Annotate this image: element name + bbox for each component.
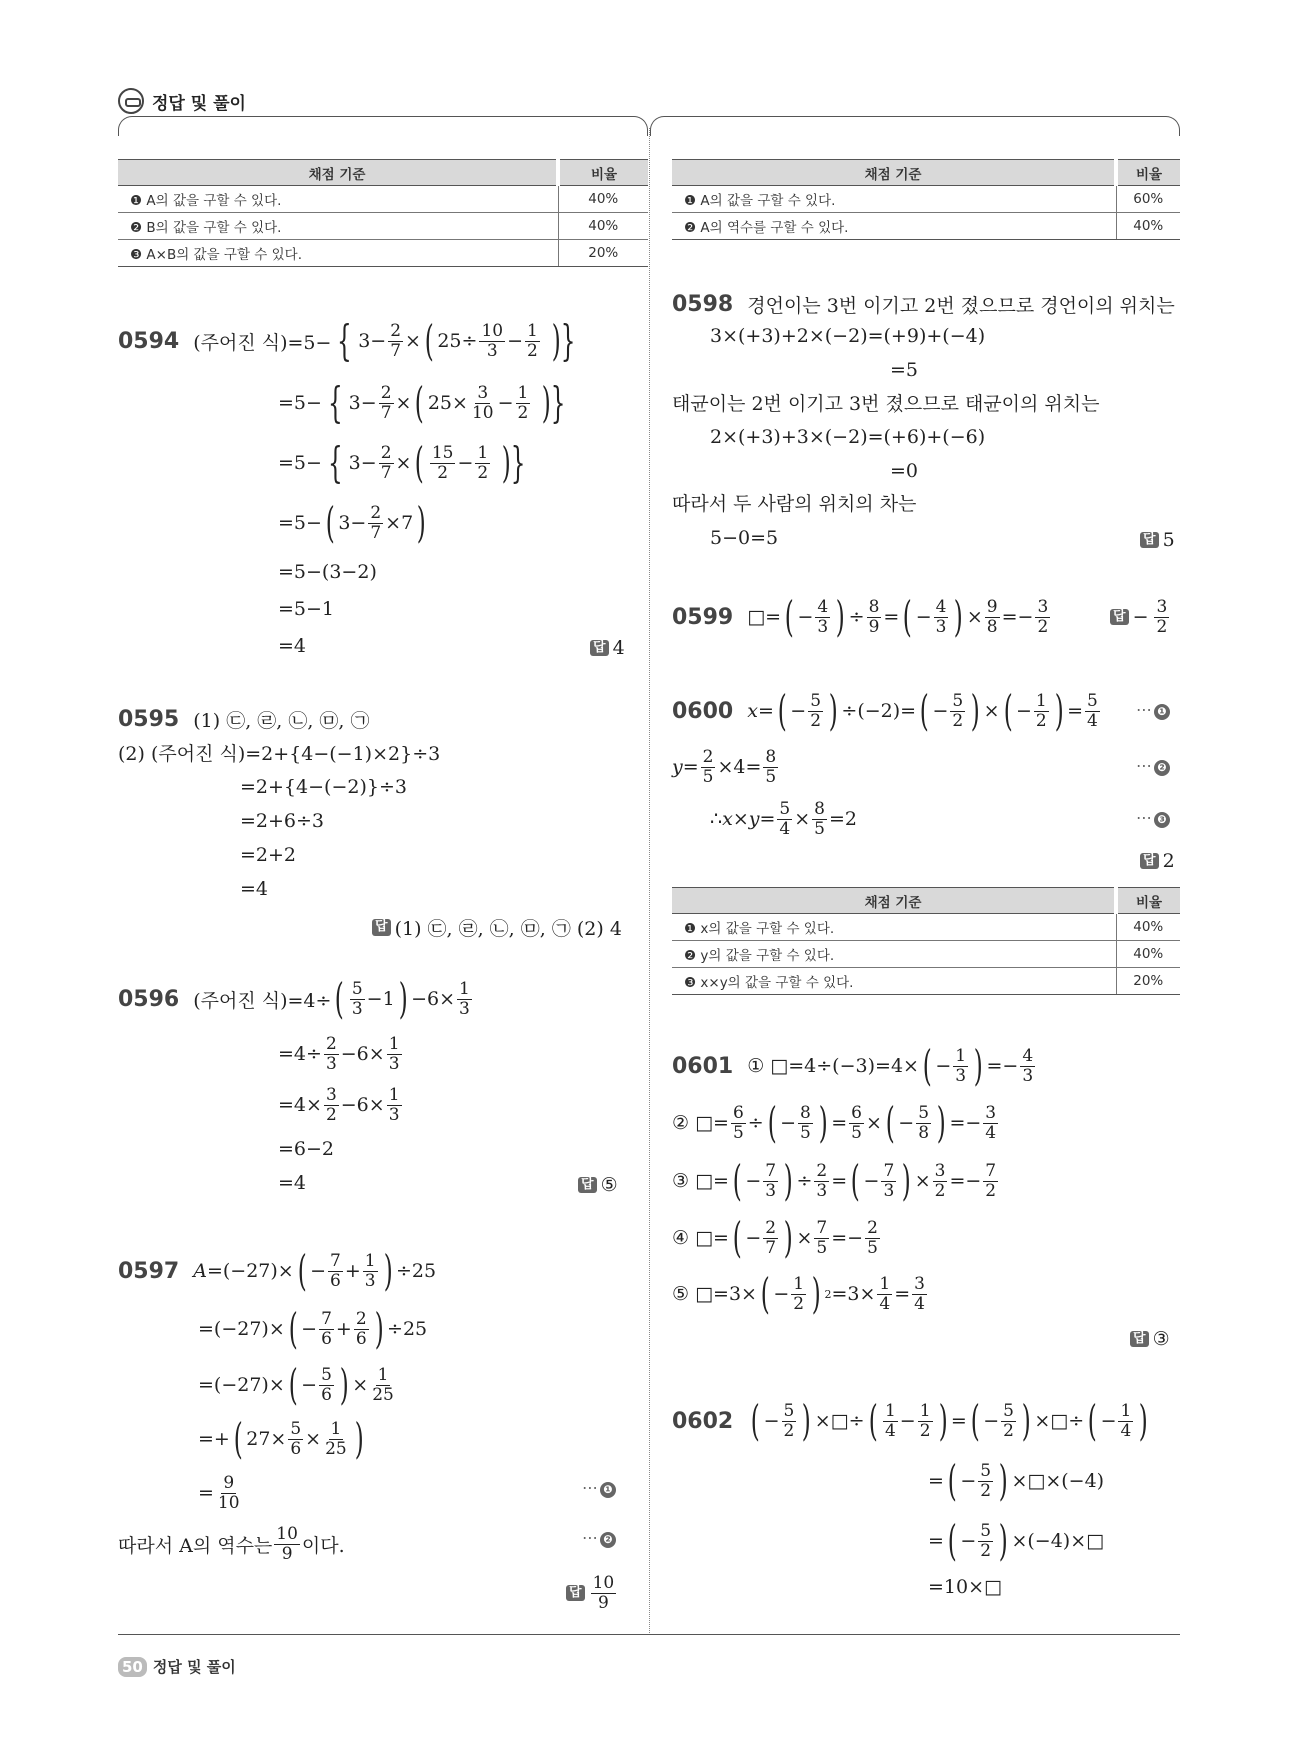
table-row: ❶ x의 값을 구할 수 있다. 40% <box>672 914 1180 941</box>
answer-0597: 답 10 9 <box>566 1574 618 1612</box>
problem-0598-line6: =0 <box>890 460 919 482</box>
problem-0595-line2: (2) (주어진 식)=2+{4−(−1)×2}÷3 <box>118 743 441 765</box>
problem-0597-line1: 0597 A =(−27)× ( − 7 6 + 1 3 ) ÷25 <box>118 1246 437 1295</box>
problem-0594-line2: =5− { 3− 2 7 × ( 25× 3 10 − 1 2 )} <box>278 378 566 427</box>
answer-icon: 답 <box>578 1177 597 1193</box>
problem-0600-line3: ∴ x × y = 5 4 × 8 5 =2 <box>710 799 857 839</box>
table-row: ❸ A×B의 값을 구할 수 있다. 20% <box>118 240 648 267</box>
problem-0602-line1: 0602 ( − 5 2 ) ×□÷ ( 1 4 − 1 2 ) = ( − 5 2 ) ×□÷ ( − 1 4 ) <box>672 1396 1149 1445</box>
problem-0598-line7: 따라서 두 사람의 위치의 차는 <box>672 493 917 515</box>
marker-3-icon: ⋯ ❸ <box>1136 808 1170 828</box>
problem-0600-line1: 0600 x = ( − 5 2 ) ÷(−2)= ( − 5 2 ) × ( − 1 2 ) = 5 4 <box>672 686 1098 735</box>
problem-0598-line5: 2×(+3)+3×(−2)=(+6)+(−6) <box>710 426 986 448</box>
problem-0601-line4: ④ □= ( − 2 7 ) × 7 5 =− 2 5 <box>672 1213 878 1262</box>
left-frame <box>118 116 648 136</box>
answer-icon: 답 <box>1140 853 1159 869</box>
marker-1-icon: ⋯ ❶ <box>582 1478 616 1498</box>
problem-0597-line6: 따라서 A의 역수는 10 9 이다. <box>118 1524 345 1564</box>
right-frame <box>650 116 1180 136</box>
header-title: 정답 및 풀이 <box>152 93 246 114</box>
problem-0597-line2: =(−27)× ( − 7 6 + 2 6 ) ÷25 <box>198 1304 428 1353</box>
problem-0598-line4: 태균이는 2번 이기고 3번 졌으므로 태균이의 위치는 <box>672 393 1100 415</box>
answer-0595: 답 (1) ㉢, ㉣, ㉡, ㉤, ㉠ (2) 4 <box>372 914 622 941</box>
marker-2-icon: ⋯ ❷ <box>582 1528 616 1548</box>
grading-table-left <box>118 159 648 267</box>
footer-title: 정답 및 풀이 <box>152 1658 236 1676</box>
answer-0596: 답 ⑤ <box>578 1174 618 1196</box>
problem-0595-line6: =4 <box>240 878 269 900</box>
problem-0594-line6: =5−1 <box>278 598 335 620</box>
problem-0594-line3: =5− { 3− 2 7 × ( 15 2 − 1 2 )} <box>278 438 526 487</box>
page-header <box>118 86 246 116</box>
page-number: 50 <box>118 1657 147 1677</box>
grading-table-right-2: 채점 기준 비율 ❶ x의 값을 구할 수 있다. 40% ❷ y의 값을 구할 수 있다. 40% ❸ x×y의 값을 구할 수 있다. 20% <box>672 887 1180 995</box>
table-row: ❸ x×y의 값을 구할 수 있다. 20% <box>672 968 1180 995</box>
column-divider <box>649 128 650 1633</box>
problem-0597-line5: = 9 10 <box>198 1473 240 1513</box>
table-row: ❷ y의 값을 구할 수 있다. 40% <box>672 941 1180 968</box>
problem-0598-line8: 5−0=5 <box>710 527 779 549</box>
answer-0600: 답 2 <box>1140 850 1175 872</box>
answer-icon: 답 <box>1140 532 1159 548</box>
problem-0601-line1: 0601 ① □=4÷(−3)=4× ( − 1 3 ) =− 4 3 <box>672 1041 1034 1090</box>
grading-table-right-1: 채점 기준 비율 ❶ A의 값을 구할 수 있다. 60% ❷ A의 역수를 구할 수 있다. 40% <box>672 159 1180 240</box>
footer-line <box>118 1634 1180 1635</box>
answer-icon: 답 <box>1110 609 1129 625</box>
problem-0595-line1: 0595 (1) ㉢, ㉣, ㉡, ㉤, ㉠ <box>118 707 370 732</box>
answer-0598: 답 5 <box>1140 529 1175 551</box>
answer-icon: 답 <box>372 919 391 935</box>
problem-0595-line4: =2+6÷3 <box>240 810 325 832</box>
criteria-header: 채점 기준 <box>118 160 558 186</box>
answer-0601: 답 ③ <box>1130 1328 1170 1350</box>
answer-icon: 답 <box>590 640 609 656</box>
page-footer <box>118 1656 236 1677</box>
problem-0598-line3: =5 <box>890 359 919 381</box>
problem-0601-line5: ⑤ □=3× ( − 1 2 ) 2 =3× 1 4 = 3 4 <box>672 1269 925 1318</box>
problem-0602-line3: = ( − 5 2 ) ×(−4)×□ <box>928 1516 1105 1565</box>
table-row: ❶ A의 값을 구할 수 있다. 60% <box>672 186 1180 213</box>
problem-0597-line3: =(−27)× ( − 5 6 ) × 1 25 <box>198 1360 394 1409</box>
table-row: ❶ A의 값을 구할 수 있다. 40% <box>118 186 648 213</box>
answer-0599: 답 − 3 2 <box>1110 598 1171 636</box>
problem-0598-line2: 3×(+3)+2×(−2)=(+9)+(−4) <box>710 325 986 347</box>
marker-1-icon: ⋯ ❶ <box>1136 700 1170 720</box>
ratio-header: 비율 <box>558 160 648 186</box>
marker-2-icon: ⋯ ❷ <box>1136 756 1170 776</box>
problem-0594-line1: 0594 (주어진 식)=5− { 3− 2 7 × ( 25÷ 10 3 − 1 2 )} <box>118 316 576 365</box>
problem-0594-line4: =5− ( 3− 2 7 ×7 ) <box>278 498 426 547</box>
problem-0596-line3: =4× 3 2 −6× 1 3 <box>278 1085 400 1125</box>
problem-0595-line5: =2+2 <box>240 844 297 866</box>
problem-0596-line5: =4 <box>278 1172 307 1194</box>
problem-0594-line5: =5−(3−2) <box>278 561 377 583</box>
problem-0600-line2: y = 2 5 ×4= 8 5 <box>672 747 777 787</box>
answer-0594: 답 4 <box>590 637 625 659</box>
table-row: ❷ A의 역수를 구할 수 있다. 40% <box>672 213 1180 240</box>
problem-0602-line2: = ( − 5 2 ) ×□×(−4) <box>928 1456 1105 1505</box>
problem-0601-line3: ③ □= ( − 7 3 ) ÷ 2 3 = ( − 7 3 ) × 3 2 =− 7 2 <box>672 1156 997 1205</box>
mascot-icon <box>118 88 144 114</box>
answer-icon: 답 <box>1130 1331 1149 1347</box>
problem-0602-line4: =10×□ <box>928 1576 1002 1598</box>
problem-0598-line1: 0598 경언이는 3번 이기고 2번 졌으므로 경언이의 위치는 <box>672 292 1175 317</box>
problem-0601-line2: ② □= 6 5 ÷ ( − 8 5 ) = 6 5 × ( − 5 8 ) =− 3 4 <box>672 1098 997 1147</box>
problem-0597-line4: =+ ( 27× 5 6 × 1 25 ) <box>198 1414 364 1463</box>
problem-0596-line1: 0596 (주어진 식)=4÷ ( 5 3 −1 ) −6× 1 3 <box>118 974 470 1023</box>
problem-0599: 0599 □= ( − 4 3 ) ÷ 8 9 = ( − 4 3 ) × 9 8 =− 3 2 <box>672 592 1049 641</box>
problem-0595-line3: =2+{4−(−2)}÷3 <box>240 776 407 798</box>
problem-0596-line2: =4÷ 2 3 −6× 1 3 <box>278 1034 400 1074</box>
table-row: ❷ B의 값을 구할 수 있다. 40% <box>118 213 648 240</box>
problem-0596-line4: =6−2 <box>278 1138 335 1160</box>
problem-0594-line7: =4 <box>278 635 307 657</box>
answer-icon: 답 <box>566 1585 585 1601</box>
